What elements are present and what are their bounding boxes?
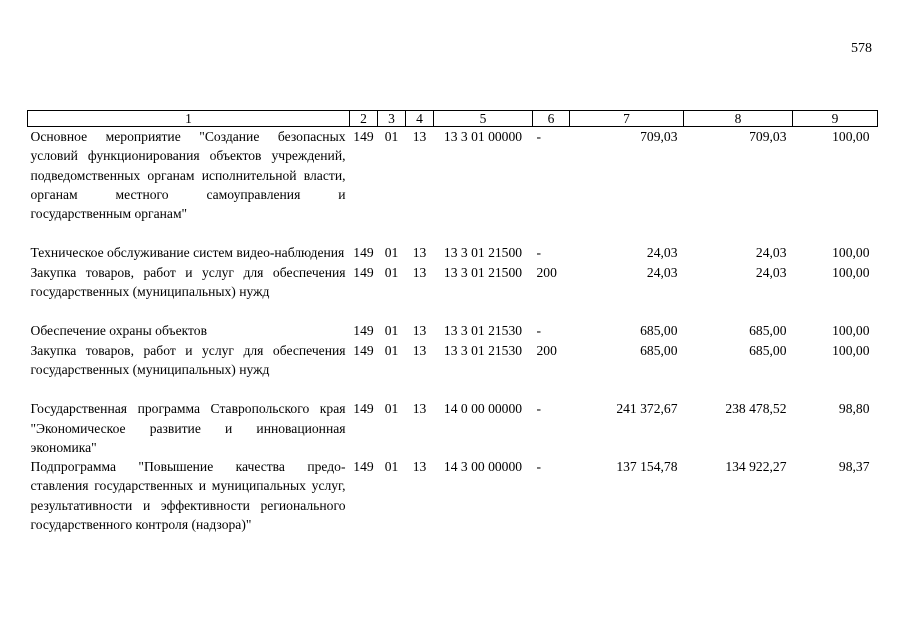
row-expense-type: - [536, 401, 542, 417]
row-section-code: 01 [384, 401, 399, 417]
row-percent: 100,00 [832, 129, 870, 144]
row-ministry-code: 149 [353, 323, 374, 339]
row-executed-amount: 709,03 [749, 129, 787, 144]
row-planned-amount: 137 154,78 [616, 459, 678, 475]
header-row [28, 111, 878, 127]
table-row [28, 457, 878, 534]
row-executed-amount: 24,03 [755, 264, 787, 280]
spacer-row [28, 379, 878, 399]
table-header [28, 111, 878, 127]
table-row [28, 399, 878, 457]
header-col-3: 3 [378, 111, 406, 127]
row-planned-amount: 709,03 [640, 129, 678, 144]
row-subsection-code: 13 [412, 264, 427, 280]
row-ministry-code: 149 [353, 459, 374, 475]
row-subsection-code: 13 [412, 245, 427, 261]
row-expense-type: 200 [536, 264, 557, 280]
row-section-code: 01 [384, 323, 399, 339]
row-executed-amount: 238 478,52 [725, 401, 787, 417]
row-name: Техническое обслуживание систем видео-наблюдения [30, 245, 345, 261]
header-col-4: 4 [406, 111, 434, 127]
table-row [28, 321, 878, 340]
row-percent: 100,00 [832, 245, 870, 261]
row-planned-amount: 685,00 [640, 342, 678, 358]
row-percent: 98,80 [838, 401, 870, 417]
row-subsection-code: 13 [412, 129, 427, 144]
header-col-7: 7 [570, 111, 684, 127]
row-subsection-code: 13 [412, 342, 427, 358]
spacer-row [28, 223, 878, 243]
row-planned-amount: 24,03 [646, 264, 678, 280]
row-section-code: 01 [384, 342, 399, 358]
table-row [28, 341, 878, 380]
header-col-8: 8 [684, 111, 793, 127]
row-subsection-code: 13 [412, 401, 427, 417]
row-subsection-code: 13 [412, 459, 427, 475]
row-name: Подпрограмма "Повышение качества предо-ставления государственных и муниципальных услуг, результативности и эффективности регионального государственного контроля (надзора)" [30, 459, 346, 533]
page-number: 578 [851, 41, 872, 56]
row-expense-type: - [536, 323, 542, 339]
row-subsection-code: 13 [412, 323, 427, 339]
row-section-code: 01 [384, 264, 399, 280]
row-ministry-code: 149 [353, 401, 374, 417]
header-col-2: 2 [350, 111, 378, 127]
row-ministry-code: 149 [353, 129, 374, 144]
row-name: Обеспечение охраны объектов [30, 323, 208, 339]
row-executed-amount: 24,03 [755, 245, 787, 261]
row-executed-amount: 134 922,27 [725, 459, 787, 475]
row-expense-type: - [536, 245, 542, 261]
row-section-code: 01 [384, 129, 399, 144]
row-ministry-code: 149 [353, 264, 374, 280]
row-target-article: 13 3 01 21530 [443, 342, 523, 358]
row-name: Основное мероприятие "Создание безопасных условий функционирования объектов учреждений, подведомственных органам исполнительной власти, органам местного самоуправления и государственным органам" [30, 129, 346, 222]
row-ministry-code: 149 [353, 342, 374, 358]
row-expense-type: - [536, 459, 542, 475]
row-executed-amount: 685,00 [749, 342, 787, 358]
row-target-article: 13 3 01 21500 [443, 245, 523, 261]
row-expense-type: - [536, 129, 542, 144]
table-body [28, 127, 878, 535]
row-target-article: 14 3 00 00000 [443, 459, 523, 475]
row-percent: 100,00 [832, 264, 870, 280]
row-percent: 100,00 [832, 323, 870, 339]
budget-table [27, 110, 878, 534]
row-executed-amount: 685,00 [749, 323, 787, 339]
row-section-code: 01 [384, 459, 399, 475]
row-name: Закупка товаров, работ и услуг для обеспечения государственных (муниципальных) нужд [30, 342, 346, 377]
row-planned-amount: 24,03 [646, 245, 678, 261]
row-planned-amount: 685,00 [640, 323, 678, 339]
row-name: Государственная программа Ставропольского края "Экономическое развитие и инновационная экономика" [30, 401, 346, 455]
header-col-9: 9 [793, 111, 878, 127]
table-row [28, 127, 878, 224]
row-planned-amount: 241 372,67 [616, 401, 678, 417]
spacer-row [28, 301, 878, 321]
row-percent: 98,37 [838, 459, 870, 475]
header-col-6: 6 [533, 111, 570, 127]
header-col-5: 5 [434, 111, 533, 127]
row-name: Закупка товаров, работ и услуг для обеспечения государственных (муниципальных) нужд [30, 264, 346, 300]
row-expense-type: 200 [536, 342, 557, 358]
row-ministry-code: 149 [353, 245, 374, 261]
table-row [28, 243, 878, 262]
row-target-article: 13 3 01 00000 [443, 129, 523, 144]
table-row [28, 263, 878, 302]
row-percent: 100,00 [832, 342, 870, 358]
row-target-article: 13 3 01 21530 [443, 323, 523, 339]
row-target-article: 14 0 00 00000 [443, 401, 523, 417]
header-col-1: 1 [28, 111, 350, 127]
row-target-article: 13 3 01 21500 [443, 264, 523, 280]
row-section-code: 01 [384, 245, 399, 261]
